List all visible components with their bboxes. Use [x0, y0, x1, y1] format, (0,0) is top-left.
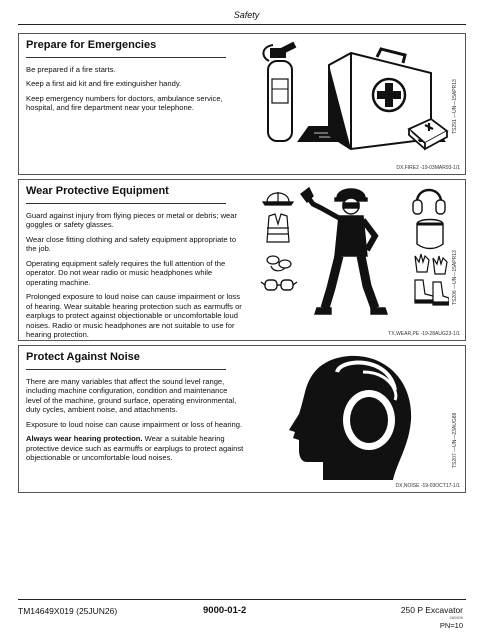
- section-wear-protective-equipment: [18, 179, 466, 341]
- reference-code: DX,FIRE2 -19-03MAR93-1/1: [396, 165, 460, 171]
- head-with-earmuffs-icon: [289, 356, 411, 480]
- footer-tiny-code: 060506: [449, 615, 463, 620]
- paragraph: Guard against injury from flying pieces or metal or debris; wear goggles or safety glasses.: [26, 211, 238, 230]
- section-body: [26, 65, 244, 118]
- footer-divider: [18, 599, 466, 600]
- hard-hat-icon: [263, 192, 293, 205]
- paragraph: Keep emergency numbers for doctors, ambulance service, hospital, and fire department near your telephone.: [26, 93, 223, 113]
- fire-extinguisher-icon: [263, 43, 295, 141]
- paragraph: Be prepared if a fire starts.: [26, 65, 116, 74]
- earmuffs-icon: [413, 190, 445, 214]
- face-shield-icon: [417, 220, 443, 249]
- footer-doc-id: TM14649X019 (25JUN26): [18, 606, 118, 616]
- section-protect-against-noise: [18, 345, 466, 493]
- earplugs-icon: [267, 256, 291, 271]
- section-title-underline: [26, 57, 226, 58]
- reference-code: DX,NOISE -19-03OCT17-1/1: [395, 483, 460, 489]
- paragraph-rest: Wear a suitable hearing protective device such as earmuffs or earplugs to protect against objectionable or uncomfortable loud noises.: [26, 434, 244, 463]
- bold-lead: Always wear hearing protection.: [26, 434, 143, 444]
- section-body: [26, 211, 244, 345]
- protective-equipment-illustration: [259, 184, 449, 324]
- footer-page-ref: 9000-01-2: [203, 605, 247, 616]
- paragraph: Prolonged exposure to loud noise can cause impairment or loss of hearing. Wear suitable hearing protection such as earmuffs or earplugs to protect against objectionable or uncomfortable loud noises. Radio or music headphones are not suitable to use for hearing protection.: [26, 292, 242, 340]
- paragraph: Wear close fitting clothing and safety equipment appropriate to the job.: [26, 234, 237, 254]
- paragraph: Keep a first aid kit and fire extinguisher handy.: [26, 79, 182, 89]
- figure-code: TS206 —UN—15APR13: [452, 250, 458, 305]
- paragraph: There are many variables that affect the sound level range, including machine configuration, condition and maintenance level of the machine, ground surface, operating environmental, duty cycles, ambient noise, and attachments.: [26, 377, 237, 415]
- gloves-icon: [415, 254, 447, 274]
- safety-boots-icon: [415, 280, 449, 305]
- footer-page-number: PN=10: [439, 621, 463, 630]
- section-title: Wear Protective Equipment: [26, 185, 169, 197]
- section-title: Protect Against Noise: [26, 351, 140, 363]
- page-header-title: Safety: [233, 10, 260, 20]
- section-prepare-for-emergencies: [18, 33, 466, 175]
- paragraph: Exposure to loud noise can cause impairment or loss of hearing.: [26, 419, 243, 429]
- section-body: [26, 377, 244, 468]
- goggles-icon: [261, 280, 297, 290]
- section-title-underline: [26, 369, 226, 370]
- safety-vest-icon: [267, 214, 289, 242]
- emergency-illustration: [259, 39, 449, 157]
- hearing-protection-illustration: [277, 350, 427, 482]
- header-divider: [18, 24, 466, 25]
- figure-code: TS291 —UN—15APR13: [452, 79, 458, 134]
- reference-code: TX,WEAR,PE -19-28AUG23-1/1: [388, 331, 460, 337]
- figure-code: TS207 —UN—23AUG88: [452, 412, 458, 468]
- paragraph: Operating equipment safely requires the full attention of the operator. Do not wear radio or music headphones while operating machine.: [26, 258, 226, 287]
- paragraph: [26, 434, 244, 462]
- footer-model: 250 P Excavator: [400, 605, 463, 615]
- section-title-underline: [26, 203, 226, 204]
- section-title: Prepare for Emergencies: [26, 39, 157, 51]
- worker-figure-icon: [301, 188, 387, 314]
